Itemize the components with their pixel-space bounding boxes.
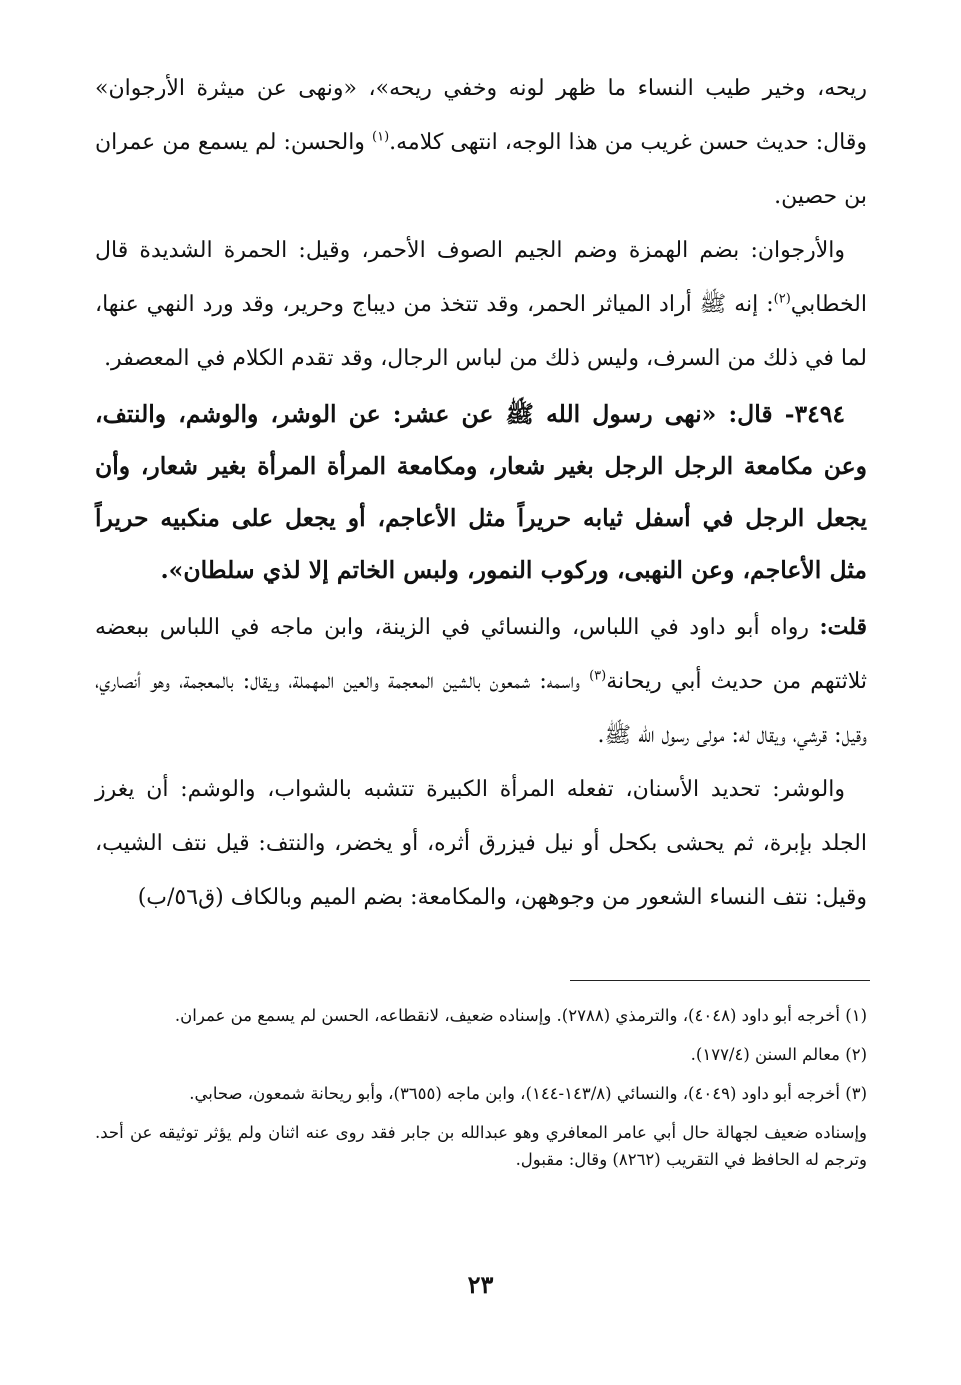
paragraph-1 xyxy=(95,62,867,224)
footnote-3-continued: وإسناده ضعيف لجهالة حال أبي عامر المعافري وهو عبدالله بن جابر فقد روى عنه اثنان ولم يؤثر توثيقه عن أحد. وترجم له الحافظ في التقريب (٨٢٦٢) وقال: مقبول. xyxy=(95,1123,867,1169)
qult-label: قلت: xyxy=(819,614,867,640)
paragraph-3-text-b: واسمه: شمعون بالشين المعجمة والعين المهملة، ويقال: بالمعجمة، وهو أنصاري، وقيل: قرشي، ويقال له: مولى رسول الله ﷺ. xyxy=(95,669,867,748)
footnote-ref-3: (٣) xyxy=(589,668,607,684)
paragraph-4: والوشر: تحديد الأسنان، تفعله المرأة الكبيرة تتشبه بالشواب، والوشم: أن يغرز الجلد بإبرة، ثم يحشى بكحل أو نيل فيزرق أثره، أو يخضر، والنتف: قيل نتف الشيب، وقيل: نتف النساء الشعور من وجوههن، والمكامعة: بضم الميم وبالكاف (ق٥٦/ب) xyxy=(95,777,867,910)
paragraph-2 xyxy=(95,224,867,386)
paragraph-2-text-a: والأرجوان: بضم الهمزة وضم الجيم الصوف الأحمر، وقيل: الحمرة الشديدة قال الخطابي xyxy=(95,238,867,317)
footnote-1: (١) أخرجه أبو داود (٤٠٤٨)، والترمذي (٢٧٨٨). وإسناده ضعيف، لانقطاعه، الحسن لم يسمع من عمران. xyxy=(174,1006,867,1025)
hadith-text: ٣٤٩٤- قال: «نهى رسول الله ﷺ عن عشر: عن الوشر، والوشم، والنتف، وعن مكامعة الرجل الرجل بغير شعار، ومكامعة المرأة المرأة بغير شعار، وأن يجعل الرجل في أسفل ثيابه حريراً مثل الأعاجم، أو يجعل على منكبيه حريراً مثل الأعاجم، وعن النهبى، وركوب النمور، ولبس الخاتم إلا لذي سلطان». xyxy=(95,400,867,584)
footnote-divider xyxy=(570,980,870,981)
footnote-2: (٢) معالم السنن (١٧٧/٤). xyxy=(690,1045,867,1064)
body-text xyxy=(95,62,867,925)
footnote-ref-1: (١) xyxy=(372,129,390,145)
page-number: ٢٣ xyxy=(467,1270,494,1299)
paragraph-2-text-b: : إنه ﷺ أراد المياثر الحمر، وقد تتخذ من ديباج وحرير، وقد ورد النهي عنها، لما في ذلك من السرف، وليس ذلك من لباس الرجال، وقد تقدم الكلام في المعصفر. xyxy=(95,292,867,371)
main-text xyxy=(95,62,867,925)
footnotes xyxy=(95,1002,867,1185)
paragraph-3 xyxy=(95,600,867,763)
footnote-ref-2: (٢) xyxy=(773,291,791,307)
footnote-3: (٣) أخرجه أبو داود (٤٠٤٩)، والنسائي (١٤٣/٨-١٤٤)، وابن ماجه (٣٦٥٥)، وأبو ريحانة شمعون، صحابي. xyxy=(189,1084,867,1103)
paragraph-1-text: ريحه، وخير طيب النساء ما ظهر لونه وخفي ريحه»، «ونهى عن ميثرة الأرجوان» وقال: حديث حسن غريب من هذا الوجه، انتهى كلامه. xyxy=(95,76,867,155)
paragraph-1-tail: والحسن: لم يسمع من عمران بن حصين. xyxy=(95,130,867,209)
paragraph-3-text-a: رواه أبو داود في اللباس، والنسائي في الزينة، وابن ماجه في اللباس ببعضه ثلاثتهم من حديث أبي ريحانة xyxy=(95,615,868,694)
